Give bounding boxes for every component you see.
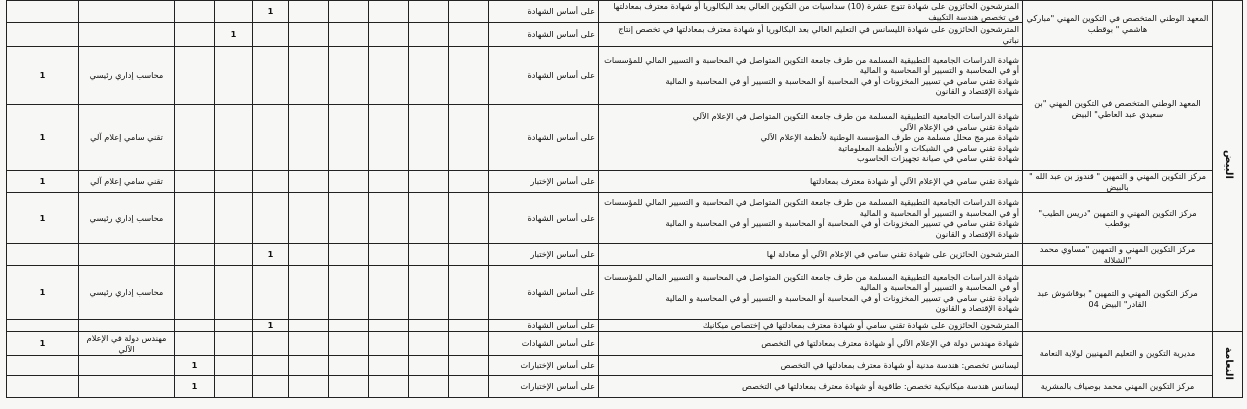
qualification-cell: ليسانس هندسة ميكانيكية تخصص: طاقوية أو شهادة معترف بمعادلتها في التخصص bbox=[599, 376, 1023, 398]
qualification-cell: شهادة الدراسات الجامعية التطبيقية المسلمة من طرف جامعة التكوين المتواصل في المحاسبة و التسيير المالي للمؤسسات أو في المحاسبة و التسيير أو المحاسبة و المالية شهادة تقني سامي في تسيير المخزونات أو في المحاسبة أو المحاسبة و التسيير أو في المحاسبة و المالية شهادة الإقتصاد و القانون bbox=[599, 193, 1023, 244]
table-row bbox=[7, 171, 1243, 193]
specialty-cell: محاسب إداري رئيسي bbox=[79, 47, 175, 105]
count-cell bbox=[449, 171, 489, 193]
count-cell bbox=[329, 1, 369, 23]
qualification-cell: المترشحون الحائزون على شهادة الليسانس في التعليم العالي بعد البكالوريا أو شهادة معترف بمعادلتها في تخصص إنتاج نباتي bbox=[599, 23, 1023, 47]
institution-cell: مركز التكوين المهني محمد بوصياف بالمشرية bbox=[1023, 376, 1213, 398]
recruitment-mode-cell: على أساس الإختبارات bbox=[489, 376, 599, 398]
recruitment-mode-cell: على أساس الشهادات bbox=[489, 332, 599, 356]
count-cell bbox=[369, 376, 409, 398]
count-cell bbox=[253, 23, 289, 47]
count-cell bbox=[329, 193, 369, 244]
count-cell bbox=[253, 376, 289, 398]
count-cell bbox=[215, 47, 253, 105]
count-cell bbox=[329, 105, 369, 171]
count-cell bbox=[215, 320, 253, 332]
table-row bbox=[7, 47, 1243, 105]
count-cell bbox=[175, 171, 215, 193]
count-cell bbox=[215, 171, 253, 193]
count-cell bbox=[175, 332, 215, 356]
count-cell: 1 bbox=[253, 244, 289, 266]
count-cell bbox=[175, 47, 215, 105]
specialty-cell bbox=[79, 320, 175, 332]
recruitment-mode-cell: على أساس الشهادة bbox=[489, 320, 599, 332]
count-cell bbox=[289, 47, 329, 105]
count-cell: 1 bbox=[253, 320, 289, 332]
count-cell bbox=[409, 193, 449, 244]
count-cell bbox=[449, 332, 489, 356]
institution-cell: مركز التكوين المهني و التمهين "مساوي محمد "الشلالة bbox=[1023, 244, 1213, 266]
count-cell bbox=[215, 356, 253, 376]
positions-cell: 1 bbox=[7, 332, 79, 356]
count-cell bbox=[175, 320, 215, 332]
count-cell bbox=[449, 105, 489, 171]
count-cell bbox=[289, 244, 329, 266]
count-cell bbox=[369, 320, 409, 332]
count-cell bbox=[175, 105, 215, 171]
count-cell bbox=[215, 332, 253, 356]
count-cell bbox=[449, 47, 489, 105]
positions-cell: 1 bbox=[7, 266, 79, 320]
institution-cell: المعهد الوطني المتخصص في التكوين المهني "مباركي هاشمي " بوقطب bbox=[1023, 1, 1213, 47]
specialty-cell: مهندس دولة في الإعلام الآلي bbox=[79, 332, 175, 356]
count-cell bbox=[175, 193, 215, 244]
specialty-cell bbox=[79, 23, 175, 47]
positions-cell: 1 bbox=[7, 193, 79, 244]
count-cell bbox=[409, 320, 449, 332]
count-cell bbox=[409, 171, 449, 193]
count-cell bbox=[253, 105, 289, 171]
count-cell bbox=[253, 356, 289, 376]
count-cell bbox=[215, 105, 253, 171]
specialty-cell: تقني سامي إعلام آلي bbox=[79, 171, 175, 193]
count-cell bbox=[369, 47, 409, 105]
count-cell bbox=[175, 1, 215, 23]
positions-cell bbox=[7, 1, 79, 23]
recruitment-mode-cell: على أساس الشهادة bbox=[489, 266, 599, 320]
count-cell bbox=[175, 266, 215, 320]
count-cell bbox=[329, 332, 369, 356]
count-cell bbox=[409, 47, 449, 105]
specialty-cell bbox=[79, 1, 175, 23]
count-cell bbox=[449, 320, 489, 332]
count-cell bbox=[175, 244, 215, 266]
count-cell bbox=[409, 105, 449, 171]
table-row bbox=[7, 193, 1243, 244]
positions-cell: 1 bbox=[7, 171, 79, 193]
count-cell bbox=[289, 376, 329, 398]
count-cell bbox=[215, 266, 253, 320]
institution-cell: مركز التكوين المهني و التمهين "دريس الطيب" بوقطب bbox=[1023, 193, 1213, 244]
count-cell bbox=[289, 332, 329, 356]
positions-cell bbox=[7, 244, 79, 266]
positions-cell bbox=[7, 376, 79, 398]
count-cell bbox=[289, 193, 329, 244]
count-cell bbox=[449, 266, 489, 320]
count-cell bbox=[253, 193, 289, 244]
qualification-cell: شهادة مهندس دولة في الإعلام الآلي أو شهادة معترف بمعادلتها في التخصص bbox=[599, 332, 1023, 356]
recruitment-mode-cell: على أساس الشهادة bbox=[489, 105, 599, 171]
count-cell bbox=[289, 1, 329, 23]
wilaya-cell: البيض bbox=[1213, 1, 1243, 332]
table-row bbox=[7, 1, 1243, 23]
table-row bbox=[7, 244, 1243, 266]
positions-cell bbox=[7, 23, 79, 47]
count-cell bbox=[449, 193, 489, 244]
qualification-cell: المترشحون الحائزين على شهادة تقني سامي في الإعلام الآلي أو معادلة لها bbox=[599, 244, 1023, 266]
count-cell bbox=[215, 244, 253, 266]
count-cell bbox=[289, 356, 329, 376]
count-cell bbox=[329, 171, 369, 193]
count-cell bbox=[253, 47, 289, 105]
count-cell: 1 bbox=[215, 23, 253, 47]
count-cell bbox=[449, 356, 489, 376]
count-cell bbox=[409, 376, 449, 398]
count-cell bbox=[409, 1, 449, 23]
count-cell bbox=[409, 23, 449, 47]
count-cell: 1 bbox=[175, 376, 215, 398]
institution-cell: مركز التكوين المهني و التمهين " بوقاشوش عبد القادر" البيض 04 bbox=[1023, 266, 1213, 332]
count-cell bbox=[409, 244, 449, 266]
count-cell bbox=[215, 376, 253, 398]
specialty-cell bbox=[79, 376, 175, 398]
recruitment-mode-cell: على أساس الشهادة bbox=[489, 193, 599, 244]
table-row bbox=[7, 332, 1243, 356]
qualification-cell: ليسانس تخصص: هندسة مدنية أو شهادة معترف بمعادلتها في التخصص bbox=[599, 356, 1023, 376]
count-cell bbox=[449, 376, 489, 398]
count-cell bbox=[449, 244, 489, 266]
count-cell bbox=[329, 266, 369, 320]
count-cell bbox=[409, 332, 449, 356]
count-cell bbox=[253, 332, 289, 356]
count-cell bbox=[369, 171, 409, 193]
positions-cell: 1 bbox=[7, 47, 79, 105]
specialty-cell: محاسب إداري رئيسي bbox=[79, 266, 175, 320]
count-cell bbox=[449, 23, 489, 47]
count-cell bbox=[369, 244, 409, 266]
count-cell bbox=[369, 332, 409, 356]
table-row bbox=[7, 376, 1243, 398]
count-cell bbox=[329, 244, 369, 266]
qualification-cell: المترشحون الحائزون على شهادة تتوج عشرة (10) سداسيات من التكوين العالي بعد البكالوريا أو شهادة معترف بمعادلتها في تخصص هندسة التكييف bbox=[599, 1, 1023, 23]
count-cell bbox=[215, 1, 253, 23]
count-cell bbox=[329, 23, 369, 47]
specialty-cell bbox=[79, 356, 175, 376]
count-cell bbox=[329, 356, 369, 376]
count-cell bbox=[215, 193, 253, 244]
table-row bbox=[7, 266, 1243, 320]
count-cell bbox=[253, 171, 289, 193]
recruitment-table bbox=[6, 0, 1243, 398]
institution-cell: مديرية التكوين و التعليم المهنيين لولاية النعامة bbox=[1023, 332, 1213, 376]
recruitment-mode-cell: على أساس الإختبار bbox=[489, 171, 599, 193]
count-cell bbox=[369, 23, 409, 47]
count-cell: 1 bbox=[253, 1, 289, 23]
positions-cell bbox=[7, 356, 79, 376]
specialty-cell: تقني سامي إعلام آلي bbox=[79, 105, 175, 171]
count-cell bbox=[369, 356, 409, 376]
count-cell bbox=[175, 23, 215, 47]
qualification-cell: المترشحون الحائزون على شهادة تقني سامي أو شهادة معترف بمعادلتها في إختصاص ميكانيك bbox=[599, 320, 1023, 332]
institution-cell: مركز التكوين المهني و التمهين " قندوز بن عبد الله " بالبيض bbox=[1023, 171, 1213, 193]
count-cell: 1 bbox=[175, 356, 215, 376]
qualification-cell: شهادة الدراسات الجامعية التطبيقية المسلمة من طرف جامعة التكوين المتواصل في المحاسبة و التسيير المالي للمؤسسات أو في المحاسبة و التسيير أو المحاسبة و المالية شهادة تقني سامي في تسيير المخزونات أو في المحاسبة أو المحاسبة و التسيير أو في المحاسبة و المالية شهادة الإقتصاد و القانون bbox=[599, 266, 1023, 320]
wilaya-cell: النعامة bbox=[1213, 332, 1243, 398]
institution-cell: المعهد الوطني المتخصص في التكوين المهني "بن سعيدي عبد العاطي" البيض bbox=[1023, 47, 1213, 171]
count-cell bbox=[369, 266, 409, 320]
qualification-cell: شهادة الدراسات الجامعية التطبيقية المسلمة من طرف جامعة التكوين المتواصل في الإعلام الآلي شهادة تقني سامي في الإعلام الآلي شهادة مبرمج محلل مسلمة من طرف المؤسسة الوطنية لأنظمة الإعلام الآلي شهادة تقني سامي في الشبكات و الأنظمة المعلوماتية شهادة تقني سامي في صيانة تجهيزات الحاسوب bbox=[599, 105, 1023, 171]
count-cell bbox=[289, 171, 329, 193]
recruitment-mode-cell: على أساس الشهادة bbox=[489, 23, 599, 47]
count-cell bbox=[253, 266, 289, 320]
recruitment-mode-cell: على أساس الإختبارات bbox=[489, 356, 599, 376]
count-cell bbox=[329, 320, 369, 332]
count-cell bbox=[289, 105, 329, 171]
qualification-cell: شهادة تقني سامي في الإعلام الآلي أو شهادة معترف بمعادلتها bbox=[599, 171, 1023, 193]
count-cell bbox=[409, 356, 449, 376]
count-cell bbox=[449, 1, 489, 23]
positions-cell: 1 bbox=[7, 105, 79, 171]
count-cell bbox=[409, 266, 449, 320]
count-cell bbox=[289, 320, 329, 332]
count-cell bbox=[289, 266, 329, 320]
specialty-cell: محاسب إداري رئيسي bbox=[79, 193, 175, 244]
qualification-cell: شهادة الدراسات الجامعية التطبيقية المسلمة من طرف جامعة التكوين المتواصل في المحاسبة و التسيير المالي للمؤسسات أو في المحاسبة و التسيير أو المحاسبة و المالية شهادة تقني سامي في تسيير المخزونات أو في المحاسبة أو المحاسبة و التسيير أو في المحاسبة و المالية شهادة الإقتصاد و القانون bbox=[599, 47, 1023, 105]
count-cell bbox=[369, 105, 409, 171]
count-cell bbox=[369, 1, 409, 23]
recruitment-mode-cell: على أساس الشهادة bbox=[489, 47, 599, 105]
count-cell bbox=[329, 376, 369, 398]
count-cell bbox=[329, 47, 369, 105]
count-cell bbox=[289, 23, 329, 47]
count-cell bbox=[369, 193, 409, 244]
recruitment-mode-cell: على أساس الإختبار bbox=[489, 244, 599, 266]
recruitment-mode-cell: على أساس الشهادة bbox=[489, 1, 599, 23]
positions-cell bbox=[7, 320, 79, 332]
specialty-cell bbox=[79, 244, 175, 266]
